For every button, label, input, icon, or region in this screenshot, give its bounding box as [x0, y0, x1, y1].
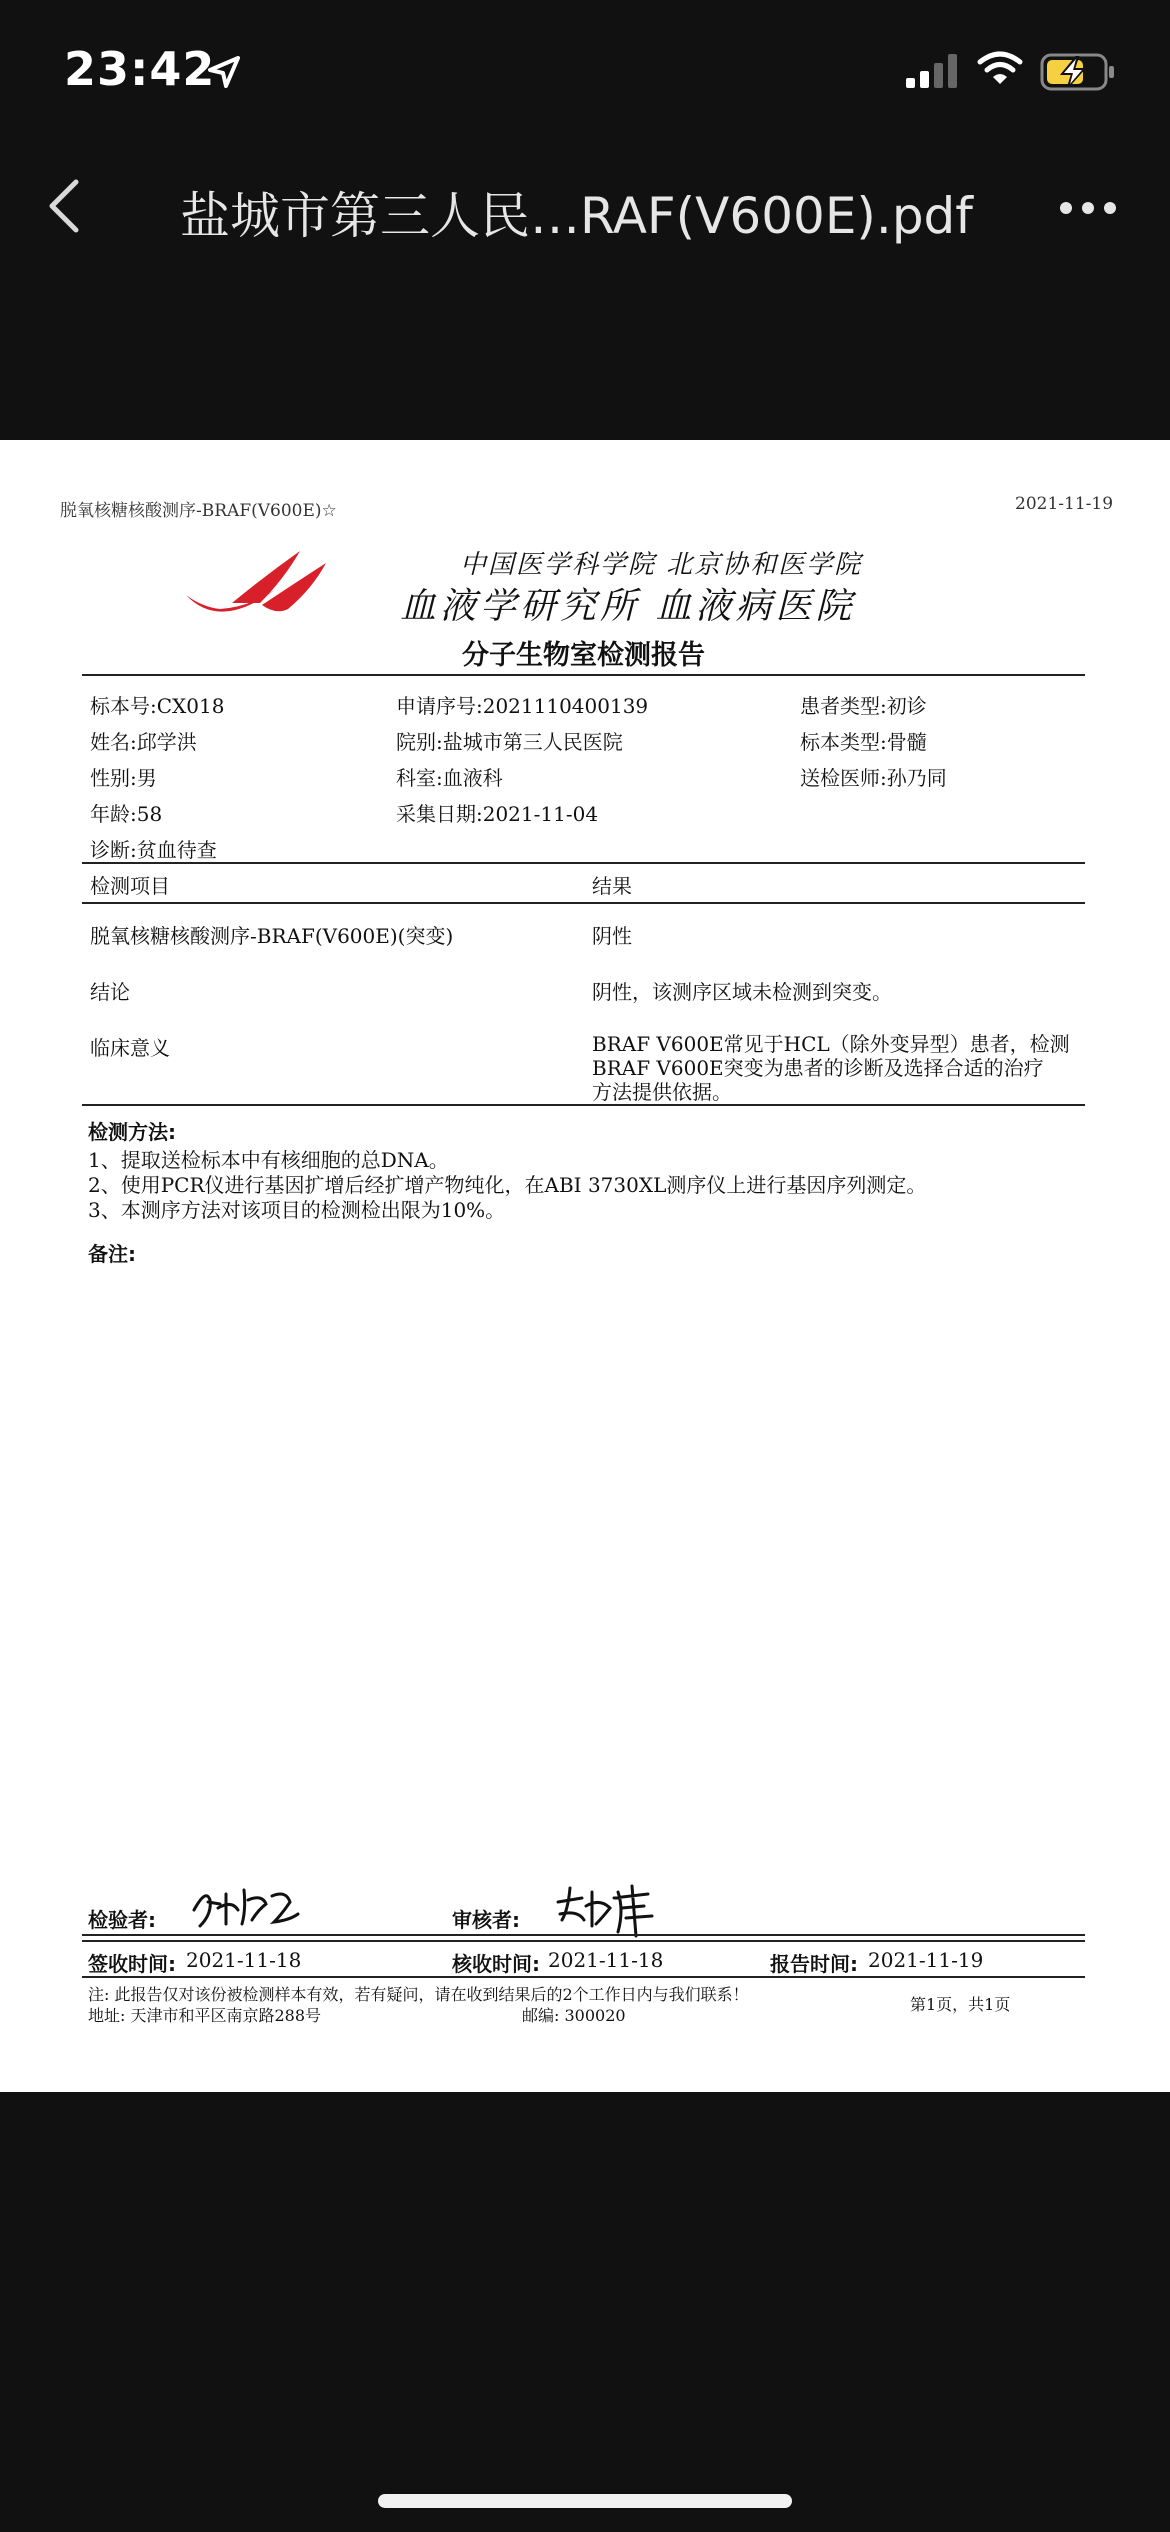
- diagnosis: 诊断:贫血待查: [90, 838, 217, 862]
- specimen-type: 标本类型:骨髓: [800, 730, 927, 754]
- conclusion-value: 阴性，该测序区域未检测到突变。: [592, 980, 892, 1004]
- divider: [82, 1104, 1085, 1106]
- divider: [82, 1940, 1085, 1942]
- divider: [82, 1976, 1085, 1978]
- col-header-item: 检测项目: [90, 874, 170, 898]
- report-title: 分子生物室检测报告: [462, 640, 705, 671]
- method-line: 1、提取送检标本中有核细胞的总DNA。: [88, 1148, 449, 1172]
- patient-name: 姓名:邱学洪: [90, 730, 197, 754]
- footer-address: 地址: 天津市和平区南京路288号: [88, 2006, 322, 2025]
- referring-doctor: 送检医师:孙乃同: [800, 766, 947, 790]
- institution-line-1: 中国医学科学院 北京协和医学院: [460, 550, 863, 580]
- status-time: 23:42: [64, 42, 216, 96]
- request-no: 申请序号:2021110400139: [396, 694, 649, 718]
- method-heading: 检测方法:: [88, 1120, 176, 1144]
- patient-age: 年龄:58: [90, 802, 163, 826]
- specimen-no: 标本号:CX018: [90, 694, 225, 718]
- divider: [82, 674, 1085, 676]
- check-time-value: 2021-11-18: [548, 1948, 664, 1972]
- reviewer-signature-icon: [552, 1880, 662, 1940]
- check-time-label: 核收时间:: [452, 1952, 540, 1976]
- clinical-significance-line: BRAF V600E突变为患者的诊断及选择合适的治疗: [592, 1056, 1044, 1080]
- back-chevron-icon[interactable]: [44, 176, 84, 236]
- clinical-significance-line: BRAF V600E常见于HCL（除外变异型）患者，检测: [592, 1032, 1070, 1056]
- page-header-left: 脱氧核糖核酸测序-BRAF(V600E)☆: [60, 501, 337, 521]
- page-number: 第1页，共1页: [910, 1995, 1011, 2014]
- institution-line-2: 血液学研究所 血液病医院: [400, 586, 856, 627]
- receive-time-value: 2021-11-18: [186, 1948, 302, 1972]
- department: 科室:血液科: [396, 766, 503, 790]
- report-time-value: 2021-11-19: [868, 1948, 984, 1972]
- document-title: 盐城市第三人民…RAF(V600E).pdf: [180, 187, 973, 245]
- reviewer-label: 审核者:: [452, 1908, 520, 1932]
- clinical-significance-label: 临床意义: [90, 1036, 170, 1060]
- divider: [82, 902, 1085, 904]
- report-time-label: 报告时间:: [770, 1952, 858, 1976]
- footer-note: 注: 此报告仅对该份被检测样本有效，若有疑问，请在收到结果后的2个工作日内与我们联系！: [88, 1985, 749, 2004]
- patient-type: 患者类型:初诊: [800, 694, 927, 718]
- method-line: 3、本测序方法对该项目的检测检出限为10%。: [88, 1198, 506, 1222]
- method-line: 2、使用PCR仪进行基因扩增后经扩增产物纯化，在ABI 3730XL测序仪上进行基因序列测定。: [88, 1173, 927, 1197]
- home-indicator[interactable]: [378, 2494, 792, 2508]
- hospital-logo-icon: [180, 545, 330, 625]
- table-row-result: 阴性: [592, 924, 632, 948]
- conclusion-label: 结论: [90, 980, 130, 1004]
- collect-date: 采集日期:2021-11-04: [396, 802, 599, 826]
- wifi-icon: [976, 50, 1024, 86]
- col-header-result: 结果: [592, 874, 632, 898]
- page-header-date: 2021-11-19: [1015, 494, 1114, 514]
- footer-postcode: 邮编: 300020: [522, 2006, 626, 2025]
- battery-charging-icon: [1040, 52, 1116, 92]
- remarks-heading: 备注:: [88, 1242, 136, 1266]
- hospital: 院别:盐城市第三人民医院: [396, 730, 623, 754]
- patient-sex: 性别:男: [90, 766, 157, 790]
- more-options-icon[interactable]: [1058, 200, 1118, 216]
- tester-label: 检验者:: [88, 1908, 156, 1932]
- table-row-item: 脱氧核糖核酸测序-BRAF(V600E)(突变): [90, 924, 454, 948]
- cellular-signal-icon: [906, 54, 960, 88]
- receive-time-label: 签收时间:: [88, 1952, 176, 1976]
- pdf-page[interactable]: [0, 440, 1170, 2092]
- divider: [82, 862, 1085, 864]
- clinical-significance-line: 方法提供依据。: [592, 1080, 732, 1104]
- location-arrow-icon: [206, 54, 242, 90]
- tester-signature-icon: [186, 1880, 306, 1936]
- divider: [82, 1934, 1085, 1936]
